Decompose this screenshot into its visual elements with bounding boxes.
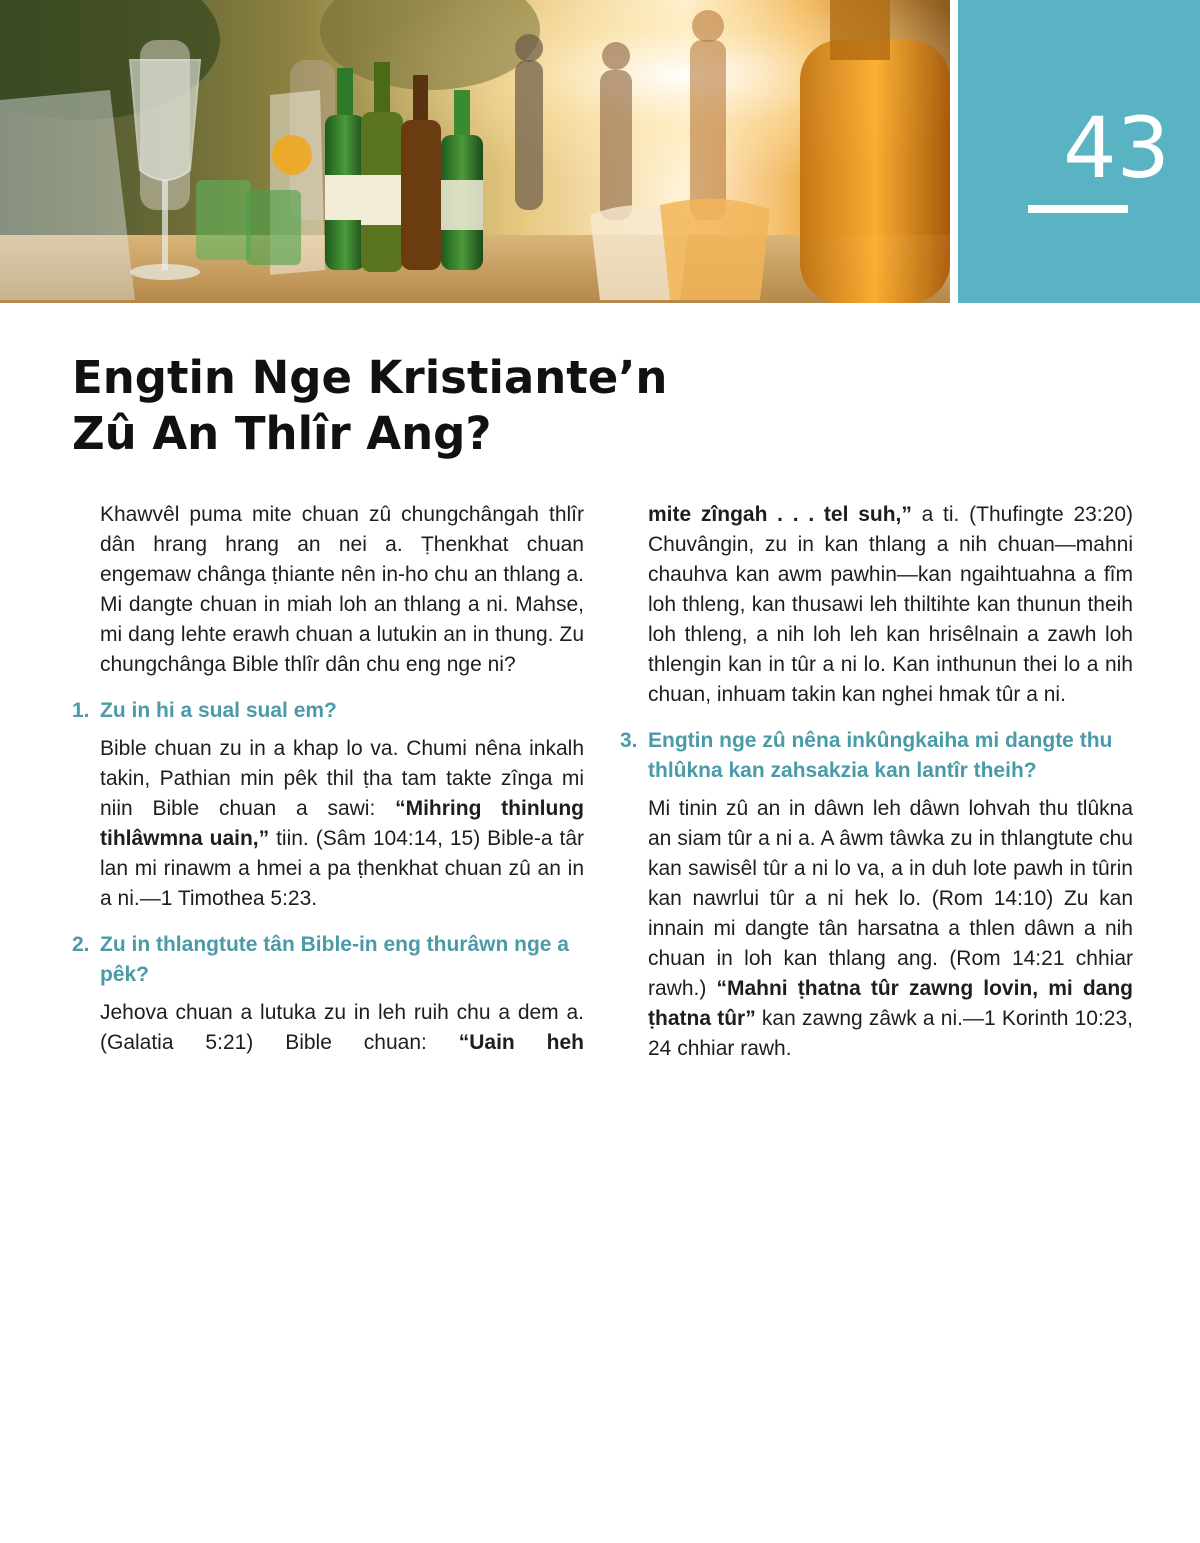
question-2 [72,930,584,990]
answer-3 [648,794,1133,1064]
question-3 [620,726,1133,786]
lesson-number-box [958,0,1200,303]
answer-1-text-b: tiin. (Sâm 104:14, 15) Bible-a târ lan mi rinawm a hmei a pa ṭhenkhat chuan zû an in a ni.—1 Timothea 5:23. [100,827,584,910]
answer-1 [100,734,584,914]
answer-2-text-b: a ti. (Thufingte 23:20) Chuvângin, zu in kan thlang a nih chuan—mahni chauhva kan awm pawhin—kan ngaihtuahna a fîm loh thleng, kan thusawi leh thiltihte kan thunun theih loh thleng, a nih loh leh kan hrisêlnain a zawh loh thlengin kan in tûr a ni lo. Kan inthunun thei lo a nih chuan, inhuam takin kan nghei hmak tûr a ni. [648,503,1133,706]
answer-2-quote-start: “Uain heh [458,1031,584,1054]
drinks-party-photo [0,0,950,303]
page-title [72,350,772,462]
answer-2-quote-end: mite zîngah . . . tel suh,” [648,503,912,526]
hero-image [0,0,950,303]
answer-2-continued [648,500,1133,710]
question-2-text: Zu in thlangtute tân Bible-in eng thurâwn nge a pêk? [100,933,569,986]
question-1-number: 1. [72,699,90,722]
right-column [620,500,1133,1064]
question-3-number: 3. [620,729,638,752]
page-title-line2: Zû An Thlîr Ang? [72,407,492,460]
lesson-number: 43 [1063,99,1170,197]
question-2-number: 2. [72,933,90,956]
question-1 [72,696,584,726]
question-3-text: Engtin nge zû nêna inkûngkaiha mi dangte thu thlûkna kan zahsakzia kan lantîr theih? [648,729,1113,782]
left-column [72,500,584,1058]
answer-2-text-a: Jehova chuan a lutuka zu in leh ruih chu a dem a. (Galatia 5:21) Bible chuan: [100,1001,584,1054]
lesson-number-underline [1028,205,1128,213]
question-1-text: Zu in hi a sual sual em? [100,699,337,722]
answer-3-quote: “Mahni ṭhatna tûr zawng lovin, mi dang ṭhatna tûr” [648,977,1133,1030]
answer-1-text-a: Bible chuan zu in a khap lo va. Chumi nêna inkalh takin, Pathian min pêk thil ṭha tam takte zînga mi niin Bible chuan a sawi: [100,737,584,820]
answer-2 [100,998,584,1058]
answer-1-quote: “Mihring thinlung tihlâwmna uain,” [100,797,584,850]
answer-3-text-a: Mi tinin zû an in dâwn leh dâwn lohvah thu tlûkna an siam tûr a ni a. A âwm tâwka zu in thlangtute chu kan sawisêl tûr a ni lo va, a in duh lote pawh in tûrin kan nawrlui tûr a ni hek lo. (Rom 14:10) Zu kan innain mi dangte tân harsatna a thlen dâwn a nih chuan in loh kan thlang ang. (Rom 14:21 chhiar rawh.) [648,797,1133,1000]
page-title-line1: Engtin Nge Kristiante’n [72,351,668,404]
answer-3-text-b: kan zawng zâwk a ni.—1 Korinth 10:23, 24 chhiar rawh. [648,1007,1133,1060]
intro-paragraph: Khawvêl puma mite chuan zû chungchângah thlîr dân hrang hrang an nei a. Ṭhenkhat chuan engemaw chânga ṭhiante nên in-ho chu an thlang a. Mi dangte chuan in miah loh an thlang a ni. Mahse, mi dang lehte erawh chuan a lutukin an in thung. Zu chungchânga Bible thlîr dân chu eng nge ni? [100,503,584,676]
